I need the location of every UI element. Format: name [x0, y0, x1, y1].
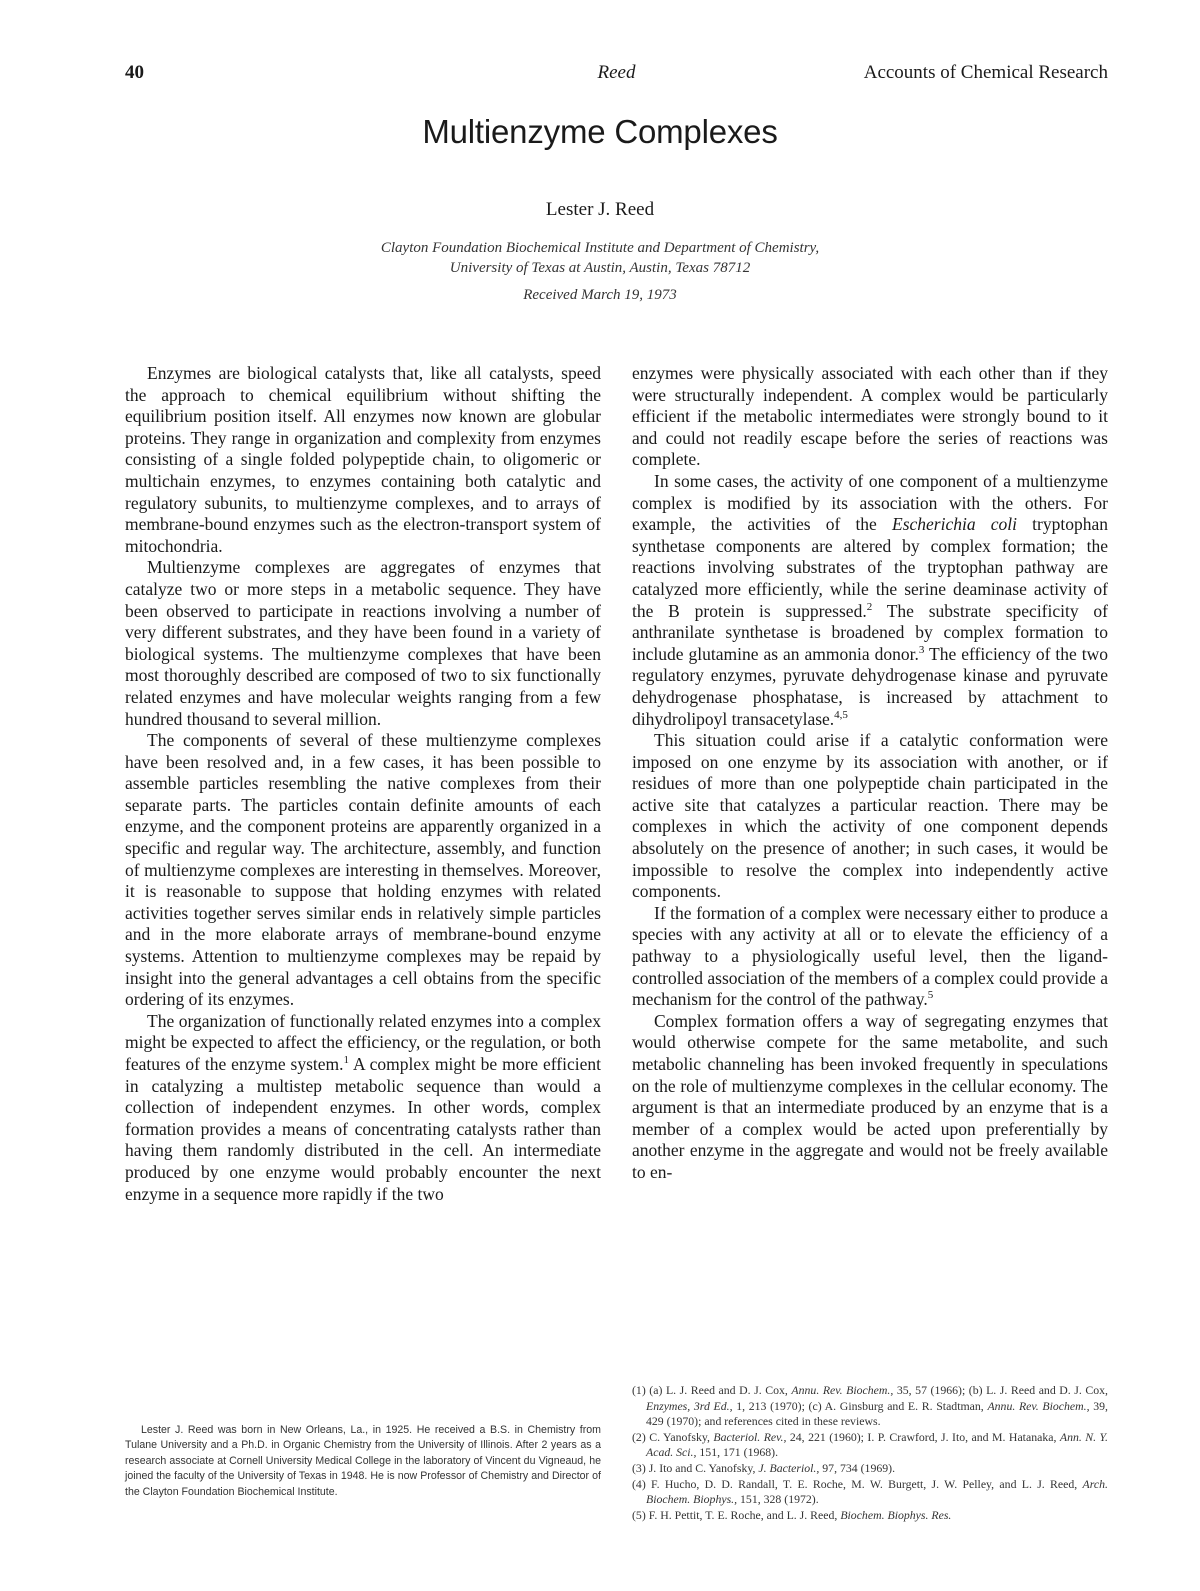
paragraph: Complex formation offers a way of segregating enzymes that would otherwise compete for the same metabolite, and such metabolic channeling has been invoked frequently in speculations on the role of multienzyme complexes in the cellular economy. The argument is that an intermediate produced by an enzyme that is a member of a complex would be acted upon preferentially by another enzyme in the aggregate and would not be freely available to en- [632, 1010, 1108, 1182]
author-biography [125, 1423, 601, 1500]
ref-text: (2) C. Yanofsky, [632, 1429, 714, 1444]
citation-marker: 1 [343, 1054, 350, 1067]
text-run: The efficiency of the two regulatory enzymes, pyruvate dehydrogenase kinase and pyruvate dehydrogenase phosphatase, is increased by attachment to dihydrolipoyl transacetylase. [632, 643, 1108, 729]
journal-title: Enzymes, 3rd Ed., [646, 1398, 733, 1413]
paragraph: enzymes were physically associated with each other than if they were structurally independent. A complex would be particularly efficient if the metabolic intermediates were strongly bound to it and could not readily escape before the series of reactions was complete. [632, 363, 1108, 470]
journal-title: Annu. Rev. Biochem., [791, 1383, 894, 1397]
paragraph: Multienzyme complexes are aggregates of enzymes that catalyze two or more steps in a metabolic sequence. They have been observed to participate in reactions involving a number of very different substrates, and they have been found in a variety of biological systems. The multienzyme complexes that have been most thoroughly described are composed of two to six functionally related enzymes and have molecular weights ranging from a few hundred thousand to several million. [125, 557, 601, 729]
text-run: If the formation of a complex were necessary either to produce a species with any activity at all or to elevate the efficiency of a pathway to a physiologically useful level, then the ligand-controlled association of the members of a complex could provide a mechanism for the control of the pathway. [632, 902, 1108, 1010]
species-name: Escherichia coli [892, 514, 1017, 535]
journal-title: Biochem. Biophys. Res. [840, 1507, 952, 1522]
ref-text: 24, 221 (1960); I. P. Crawford, J. Ito, and M. Hatanaka, [786, 1429, 1060, 1444]
reference-item [632, 1383, 1108, 1430]
received-date: Received March 19, 1973 [523, 287, 677, 303]
text-run: The substrate specificity of anthranilate synthetase is broadened by complex formation to include glutamine as an ammonia donor. [632, 600, 1108, 664]
ref-text: 35, 57 (1966); (b) L. J. Reed and D. J. Cox, [893, 1383, 1109, 1397]
journal-title: Annu. Rev. Biochem., [987, 1398, 1090, 1413]
ref-text: 151, 171 (1968). [696, 1445, 779, 1460]
paragraph [632, 471, 1108, 730]
references [632, 1383, 1108, 1523]
paragraph: Enzymes are biological catalysts that, like all catalysts, speed the approach to chemical equilibrium without shifting the equilibrium position itself. All enzymes now known are globular proteins. They range in organization and complexity from enzymes consisting of a single folded polypeptide chain, to oligomeric or multichain enzymes, to enzymes containing both catalytic and regulatory subunits, to multienzyme complexes, and to arrays of membrane-bound enzymes such as the electron-transport system of mitochondria. [125, 363, 601, 556]
article-author: Lester J. Reed [545, 199, 655, 220]
paragraph: The components of several of these multienzyme complexes have been resolved and, in a few cases, it has been possible to assemble particles resembling the native complexes from their separate parts. The particles contain definite amounts of each enzyme, and the component proteins are apparently organized in a specific and regular way. The architecture, assembly, and function of multienzyme complexes are interesting in themselves. Moreover, it is reasonable to suppose that holding enzymes with related activities together serves similar ends in relatively simple particles and in the more elaborate arrays of membrane-bound enzyme systems. Attention to multienzyme complexes may be repaid by insight into the general advantages a cell obtains from the specific ordering of its enzymes. [125, 730, 601, 1010]
author-affiliation [0, 238, 1200, 278]
citation-marker: 3 [918, 643, 925, 656]
affiliation-line-2: University of Texas at Austin, Austin, Texas 78712 [449, 260, 751, 276]
ref-text: 39, 429 (1970); and references cited in these reviews. [646, 1398, 1109, 1429]
biography-text: Lester J. Reed was born in New Orleans, La., in 1925. He received a B.S. in Chemistry from Tulane University and a Ph.D. in Organic Chemistry from the University of Illinois. After 2 years as a research associate at Cornell University Medical College in the laboratory of Vincent du Vigneaud, he joined the faculty of the University of Texas in 1948. He is now Professor of Chemistry and Director of the Clayton Foundation Biochemical Institute. [125, 1424, 601, 1498]
text-run: tryptophan synthetase components are altered by complex formation; the reactions involving substrates of the tryptophan pathway are catalyzed more efficiently, while the serine deaminase activity of the B protein is suppressed. [632, 514, 1108, 621]
running-author: Reed [597, 62, 636, 83]
text-run: The organization of functionally related enzymes into a complex might be expected to affect the efficiency, or the regulation, or both features of the enzyme system. [125, 1010, 601, 1074]
journal-title: Arch. Biochem. Biophys., [646, 1476, 1108, 1507]
body-column-left [125, 363, 601, 1205]
affiliation-line-1: Clayton Foundation Biochemical Institute and Department of Chemistry, [380, 240, 820, 256]
paragraph [632, 903, 1108, 1011]
citation-marker: 5 [927, 989, 934, 1002]
ref-text: (4) F. Hucho, D. D. Randall, T. E. Roche, M. W. Burgett, J. W. Pelley, and L. J. Reed, [632, 1476, 1083, 1491]
ref-text: (1) (a) L. J. Reed and D. J. Cox, [632, 1383, 792, 1397]
journal-name: Accounts of Chemical Research [863, 62, 1108, 83]
reference-item [632, 1508, 1108, 1524]
ref-text: (3) J. Ito and C. Yanofsky, [632, 1460, 759, 1475]
citation-marker: 4,5 [834, 708, 848, 721]
text-run: A complex might be more efficient in catalyzing a multistep metabolic sequence than would a collection of independent enzymes. In other words, complex formation provides a means of concentrating catalysts rather than having them randomly distributed in the cell. An intermediate produced by one enzyme would probably encounter the next enzyme in a sequence more rapidly if the two [125, 1054, 601, 1204]
ref-text: (5) F. H. Pettit, T. E. Roche, and L. J. Reed, [632, 1507, 841, 1522]
ref-text: 97, 734 (1969). [819, 1460, 896, 1475]
ref-text: 151, 328 (1972). [737, 1492, 819, 1507]
text-run: In some cases, the activity of one component of a multienzyme complex is modified by its association with the others. For example, the activities of the [632, 470, 1108, 535]
citation-marker: 2 [866, 600, 873, 613]
reference-item [632, 1430, 1108, 1461]
journal-title: Ann. N. Y. Acad. Sci., [646, 1429, 1108, 1460]
paragraph [125, 1011, 601, 1205]
ref-text: 1, 213 (1970); (c) A. Ginsburg and E. R. Stadtman, [732, 1398, 988, 1413]
body-column-right [632, 363, 1108, 1184]
article-title: Multienzyme Complexes [422, 113, 778, 150]
reference-item [632, 1461, 1108, 1477]
paragraph: This situation could arise if a catalytic conformation were imposed on one enzyme by its association with another, or if residues of more than one polypeptide chain participated in the active site that catalyzes a particular reaction. There may be complexes in which the activity of one component depends absolutely on the presence of another; in such cases, it would be impossible to resolve the complex into independently active components. [632, 730, 1108, 902]
journal-title: J. Bacteriol., [758, 1460, 820, 1475]
reference-item [632, 1477, 1108, 1508]
journal-title: Bacteriol. Rev., [713, 1429, 787, 1444]
page-number: 40 [125, 62, 144, 83]
running-head [125, 62, 1108, 86]
